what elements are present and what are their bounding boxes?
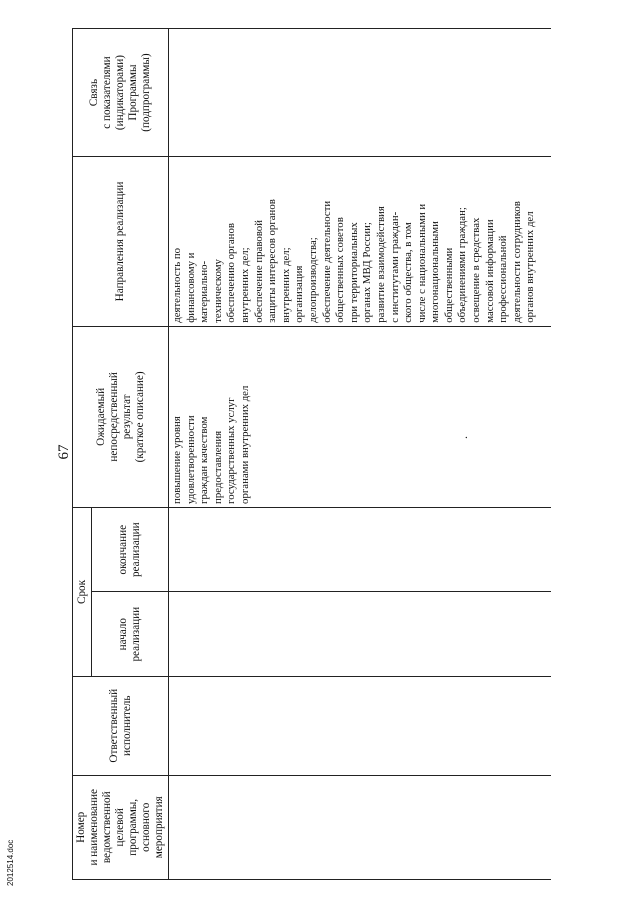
cell-end — [169, 507, 552, 592]
cell-program-name — [169, 775, 552, 879]
header-term: Срок — [73, 507, 92, 676]
header-directions: Направления реализации — [73, 157, 169, 327]
header-start: начало реализации — [92, 592, 169, 677]
page-number: 67 — [56, 444, 72, 460]
header-executor: Ответственный исполнитель — [73, 676, 169, 775]
document-file-code: 2012514.doc — [6, 839, 15, 886]
cell-start — [169, 592, 552, 677]
activity-table — [72, 28, 551, 880]
stray-mark: . — [456, 436, 470, 439]
cell-expected-result: повышение уровня удовлетворенности граждан качеством предоставления государственных услуг органами внутренних дел — [169, 326, 552, 507]
header-expected-result: Ожидаемый непосредственный результат (краткое описание) — [73, 326, 169, 507]
table-row — [169, 29, 552, 880]
cell-executor — [169, 676, 552, 775]
header-end: окончание реализации — [92, 507, 169, 592]
table-header-row — [73, 29, 92, 880]
cell-directions: деятельность по финансовому и материально- техническому обеспечению органов внутренних дел; обеспечение правовой защиты интересов органов внутренних дел; организация делопроизводства; обеспечение деятельности общественных советов при территориальных органах МВД России; развитие взаимодействия с институтами граждан- ского общества, в том числе с национальными и многонациональными общественными объединениями граждан; освещение в средствах массовой информации профессиональной деятельности сотрудников органов внутренних дел — [169, 157, 552, 327]
rotated-page — [22, 22, 618, 882]
header-program-name: Номер и наименование ведомственной целевой программы, основного мероприятия — [73, 775, 169, 879]
cell-indicator-link — [169, 29, 552, 157]
header-indicator-link: Связь с показателями (индикаторами) Программы (подпрограммы) — [73, 29, 169, 157]
